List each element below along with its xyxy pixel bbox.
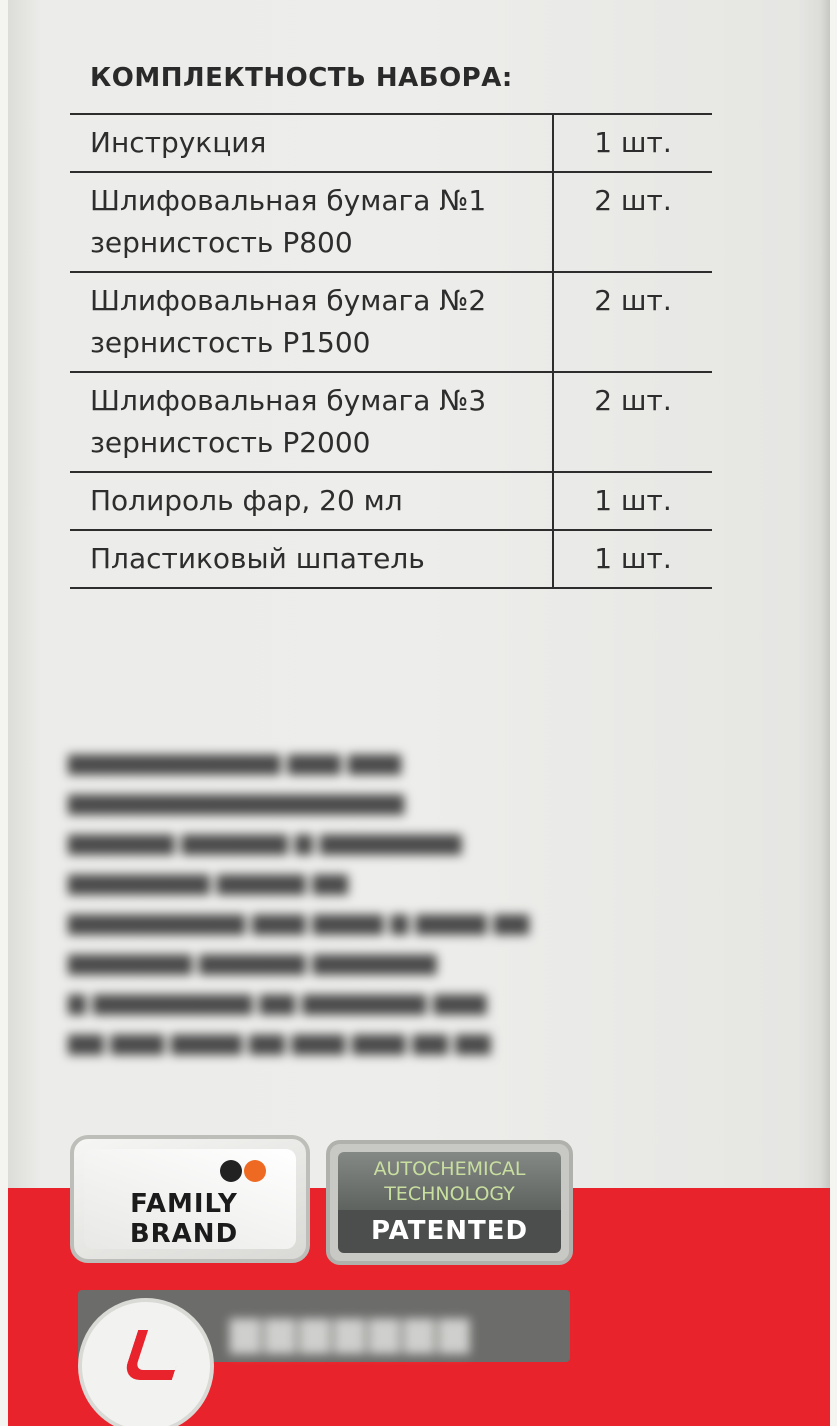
item-name: Шлифовальная бумага №2 зернистость P1500 bbox=[70, 272, 553, 372]
blurred-manufacturer-info bbox=[68, 742, 620, 1092]
blurred-website: ▆▆▆▆▆▆▆ bbox=[230, 1308, 474, 1354]
package-panel bbox=[8, 0, 830, 1426]
item-qty: 2 шт. bbox=[553, 272, 712, 372]
item-qty: 1 шт. bbox=[553, 530, 712, 588]
item-qty: 2 шт. bbox=[553, 172, 712, 272]
autochemical-patent-badge bbox=[326, 1140, 573, 1265]
table-row bbox=[70, 472, 712, 530]
kit-contents-table bbox=[70, 113, 712, 589]
blurred-line: ▆▆ ▆▆▆ ▆▆▆▆ ▆▆ ▆▆▆ ▆▆▆ ▆▆ ▆▆ bbox=[68, 1029, 491, 1055]
blurred-line: ▆▆▆▆▆▆ ▆▆▆▆▆▆ ▆ ▆▆▆▆▆▆▆▆ bbox=[68, 829, 462, 855]
table-row bbox=[70, 172, 712, 272]
item-name: Шлифовальная бумага №1 зернистость P800 bbox=[70, 172, 553, 272]
blurred-line: ▆▆▆▆▆▆▆▆ ▆▆▆▆▆ ▆▆ bbox=[68, 869, 348, 895]
table-row bbox=[70, 114, 712, 172]
table-row bbox=[70, 372, 712, 472]
patented-label: PATENTED bbox=[338, 1210, 561, 1253]
blurred-line: ▆▆▆▆▆▆▆▆▆▆ ▆▆▆ ▆▆▆▆ ▆ ▆▆▆▆ ▆▆ bbox=[68, 909, 530, 935]
item-qty: 2 шт. bbox=[553, 372, 712, 472]
blurred-line: ▆ ▆▆▆▆▆▆▆▆▆ ▆▆ ▆▆▆▆▆▆▆ ▆▆▆ bbox=[68, 989, 487, 1015]
family-brand-badge bbox=[70, 1135, 310, 1263]
brand-dots-icon bbox=[220, 1160, 242, 1182]
item-name: Инструкция bbox=[70, 114, 553, 172]
family-brand-text: FAMILY BRAND bbox=[129, 1189, 239, 1249]
item-qty: 1 шт. bbox=[553, 472, 712, 530]
kit-contents-heading: КОМПЛЕКТНОСТЬ НАБОРА: bbox=[90, 63, 513, 93]
blurred-line: ▆▆▆▆▆▆▆▆▆▆▆▆▆▆▆▆▆▆▆ bbox=[68, 789, 405, 815]
table-row bbox=[70, 272, 712, 372]
item-name: Шлифовальная бумага №3 зернистость P2000 bbox=[70, 372, 553, 472]
item-name: Полироль фар, 20 мл bbox=[70, 472, 553, 530]
blurred-line: ▆▆▆▆▆▆▆▆▆▆▆▆ ▆▆▆ ▆▆▆ bbox=[68, 749, 402, 775]
autochemical-text: AUTOCHEMICAL TECHNOLOGY bbox=[338, 1152, 561, 1210]
blurred-line: ▆▆▆▆▆▆▆ ▆▆▆▆▆▆ ▆▆▆▆▆▆▆ bbox=[68, 949, 437, 975]
item-qty: 1 шт. bbox=[553, 114, 712, 172]
table-row bbox=[70, 530, 712, 588]
item-name: Пластиковый шпатель bbox=[70, 530, 553, 588]
brand-dots-icon bbox=[244, 1160, 266, 1182]
